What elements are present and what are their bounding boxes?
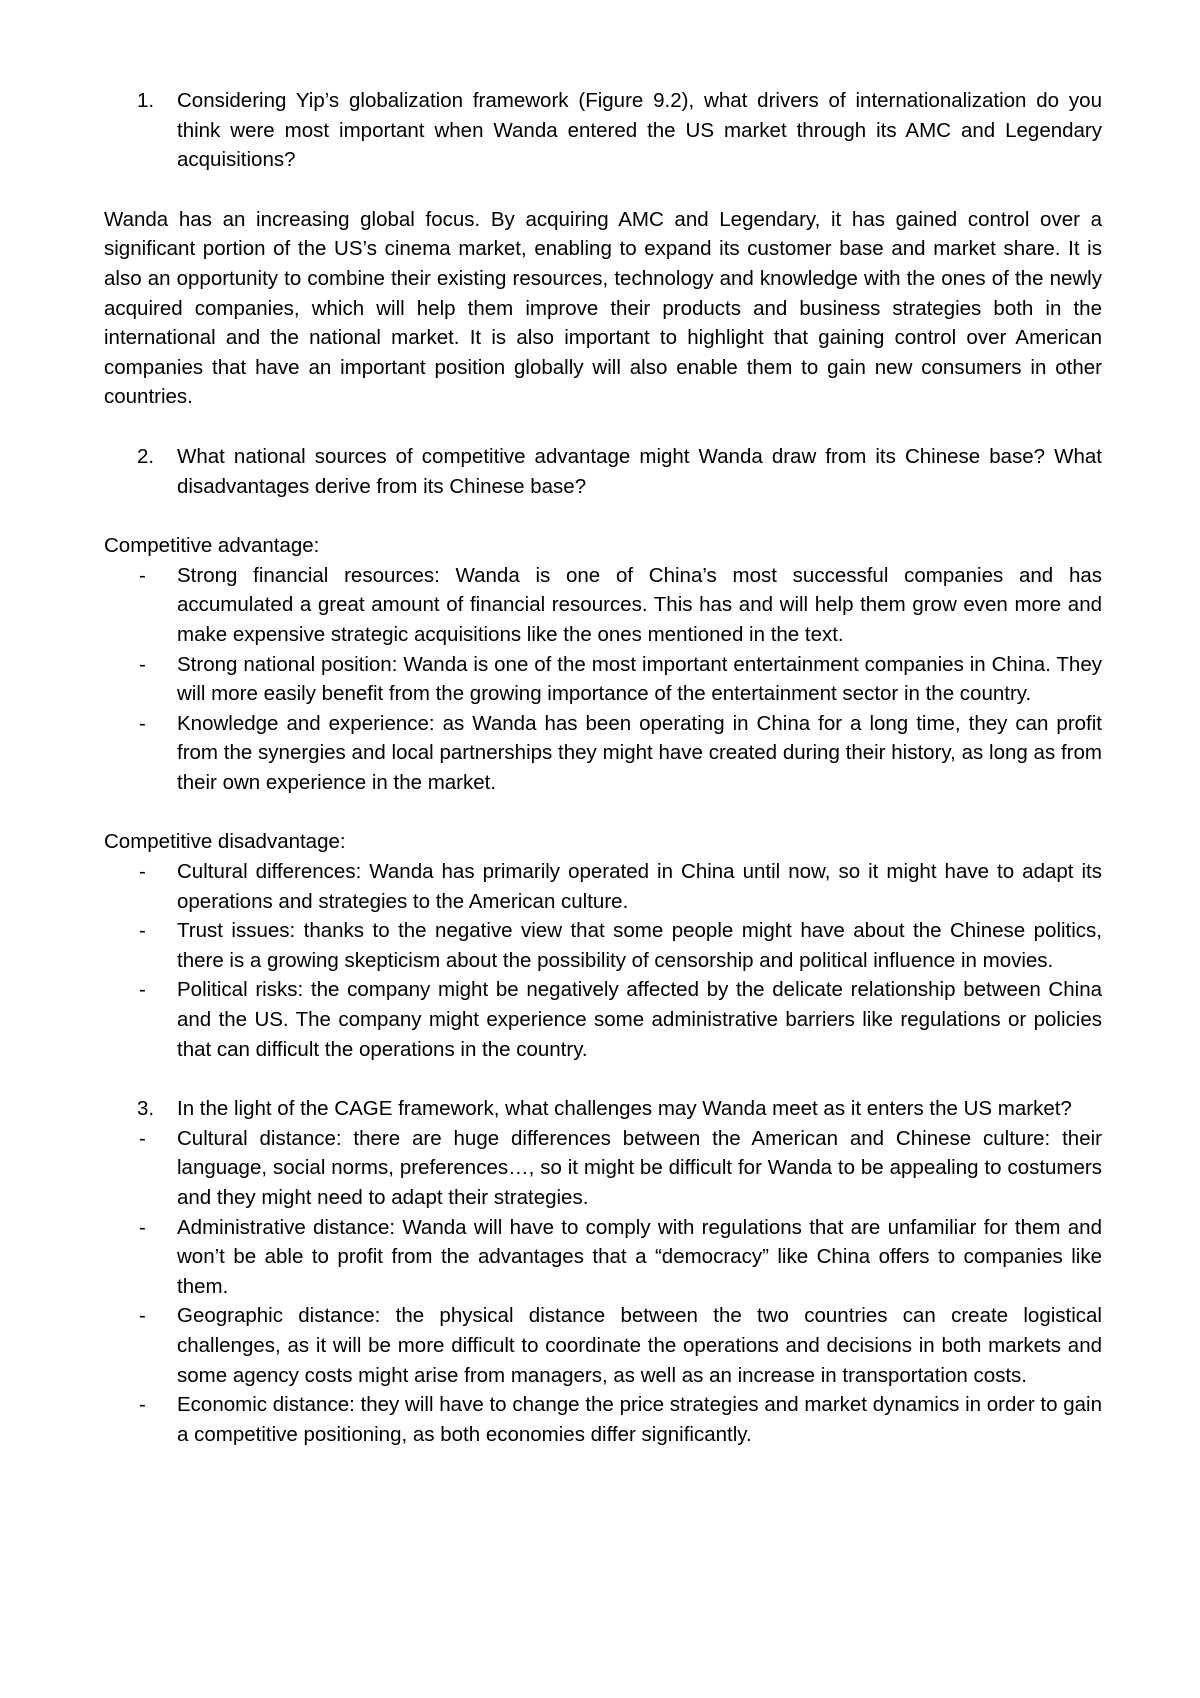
disadvantage-heading: Competitive disadvantage:: [104, 830, 346, 854]
dash-bullet: -: [139, 652, 146, 676]
list-item-text: Cultural distance: there are huge differences between the American and Chinese culture: their language, social norms, preferences…, so it might be difficult for Wanda to be appealing to costumers and they might need to adapt their strategies.: [177, 1126, 1102, 1209]
dash-bullet: -: [139, 563, 146, 587]
list-item-text: Strong national position: Wanda is one of the most important entertainment companies in China. They will more easily benefit from the growing importance of the entertainment sector in the country.: [177, 652, 1102, 706]
dash-bullet: -: [139, 860, 146, 884]
list-item-text: Economic distance: they will have to change the price strategies and market dynamics in order to gain a competitive positioning, as both economies differ significantly.: [177, 1393, 1102, 1446]
answer-1-paragraph: Wanda has an increasing global focus. By acquiring AMC and Legendary, it has gained control over a significant portion of the US’s cinema market, enabling to expand its customer base and market share. It is also an opportunity to combine their existing resources, technology and knowledge with the ones of the newly acquired companies, which will help them improve their products and business strategies both in the international and the national market. It is also important to highlight that gaining control over American companies that have an important position globally will also enable them to gain new consumers in other countries.: [104, 207, 1102, 409]
list-item-text: Administrative distance: Wanda will have to comply with regulations that are unfamiliar for them and won’t be able to profit from the advantages that a “democracy” like China offers to companies like them.: [177, 1215, 1102, 1298]
list-item: [104, 1213, 1102, 1302]
question-1: [104, 86, 1102, 175]
dash-bullet: -: [139, 1126, 146, 1150]
question-text: Considering Yip’s globalization framework (Figure 9.2), what drivers of internationalization do you think were most important when Wanda entered the US market through its AMC and Legendary acquisitions?: [177, 89, 1102, 172]
list-item: [104, 1124, 1102, 1213]
dash-bullet: -: [139, 1393, 146, 1417]
list-item-text: Geographic distance: the physical distance between the two countries can create logistical challenges, as it will be more difficult to coordinate the operations and decisions in both markets and some agency costs might arise from managers, as well as an increase in transportation costs.: [177, 1304, 1102, 1387]
list-item: [104, 975, 1102, 1064]
dash-bullet: -: [139, 978, 146, 1002]
advantage-heading: Competitive advantage:: [104, 534, 320, 558]
disadvantage-list: [104, 857, 1102, 1064]
list-item: [104, 916, 1102, 975]
list-item: [104, 1390, 1102, 1449]
list-item: [104, 1301, 1102, 1390]
list-item-text: Cultural differences: Wanda has primarily operated in China until now, so it might have to adapt its operations and strategies to the American culture.: [177, 860, 1102, 913]
advantage-list: [104, 561, 1102, 798]
list-item: [104, 561, 1102, 650]
list-item: [104, 650, 1102, 709]
dash-bullet: -: [139, 1304, 146, 1328]
dash-bullet: -: [139, 919, 146, 943]
question-text: What national sources of competitive advantage might Wanda draw from its Chinese base? What disadvantages derive from its Chinese base?: [177, 444, 1102, 498]
question-number: 3.: [137, 1097, 155, 1121]
list-item-text: Trust issues: thanks to the negative view that some people might have about the Chinese politics, there is a growing skepticism about the possibility of censorship and political influence in movies.: [177, 919, 1102, 972]
dash-bullet: -: [139, 1215, 146, 1239]
list-item-text: Knowledge and experience: as Wanda has been operating in China for a long time, they can profit from the synergies and local partnerships they might have created during their history, as long as from their own experience in the market.: [177, 711, 1102, 794]
question-3: [104, 1094, 1102, 1124]
question-number: 1.: [137, 89, 155, 112]
question-number: 2.: [137, 444, 155, 468]
list-item-text: Strong financial resources: Wanda is one of China’s most successful companies and has accumulated a great amount of financial resources. This has and will help them grow even more and make expensive strategic acquisitions like the ones mentioned in the text.: [177, 563, 1102, 646]
cage-list: [104, 1124, 1102, 1450]
list-item-text: Political risks: the company might be negatively affected by the delicate relationship between China and the US. The company might experience some administrative barriers like regulations or policies that can difficult the operations in the country.: [177, 978, 1102, 1061]
question-2: [104, 442, 1102, 501]
list-item: [104, 857, 1102, 916]
question-text: In the light of the CAGE framework, what challenges may Wanda meet as it enters the US market?: [177, 1097, 1072, 1121]
dash-bullet: -: [139, 711, 146, 735]
list-item: [104, 709, 1102, 798]
